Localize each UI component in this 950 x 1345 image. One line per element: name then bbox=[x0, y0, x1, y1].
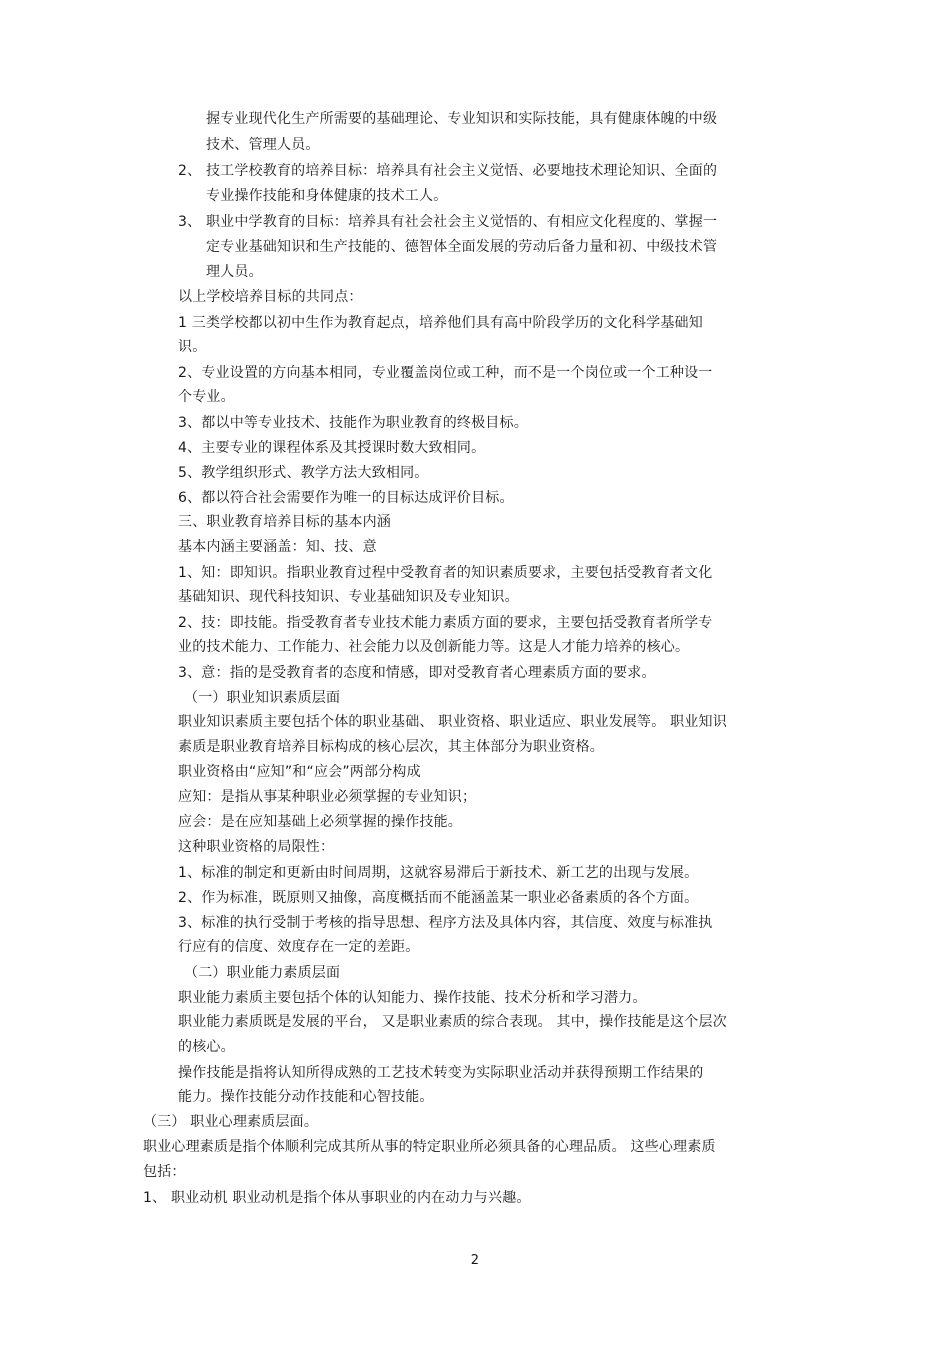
text-line: 操作技能是指将认知所得成熟的工艺技术转变为实际职业活动并获得预期工作结果的 bbox=[178, 1065, 704, 1081]
text-line: 技术、管理人员。 bbox=[206, 137, 320, 153]
text-line: 包括： bbox=[143, 1164, 186, 1180]
text-line: 1 三类学校都以初中生作为教育起点，培养他们具有高中阶段学历的文化科学基础知 bbox=[178, 315, 703, 331]
text-line: 2、 技工学校教育的培养目标：培养具有社会主义觉悟、必要地技术理论知识、全面的 bbox=[178, 163, 718, 179]
text-line: 应知：是指从事某种职业必须掌握的专业知识； bbox=[178, 789, 477, 805]
text-line: （一）职业知识素质层面 bbox=[184, 690, 341, 706]
text-line: 职业能力素质既是发展的平台， 又是职业素质的综合表现。 其中，操作技能是这个层次 bbox=[178, 1014, 727, 1030]
text-line: 能力。操作技能分动作技能和心智技能。 bbox=[178, 1089, 434, 1105]
text-line: 专业操作技能和身体健康的技术工人。 bbox=[206, 188, 448, 204]
text-line: 6、都以符合社会需要作为唯一的目标达成评价目标。 bbox=[178, 490, 514, 506]
text-line: 行应有的信度、效度存在一定的差距。 bbox=[178, 939, 420, 955]
text-line: 三、职业教育培养目标的基本内涵 bbox=[178, 514, 391, 530]
text-line: 职业资格由“应知”和“应会”两部分构成 bbox=[178, 764, 421, 780]
text-line: 个专业。 bbox=[178, 389, 235, 405]
text-line: 5、教学组织形式、教学方法大致相同。 bbox=[178, 465, 429, 481]
text-line: （三） 职业心理素质层面。 bbox=[143, 1114, 319, 1130]
text-line: （二）职业能力素质层面 bbox=[184, 965, 341, 981]
text-line: 3、标准的执行受制于考核的指导思想、程序方法及具体内容，其信度、效度与标准执 bbox=[178, 915, 713, 931]
text-line: 理人员。 bbox=[206, 264, 263, 280]
text-line: 职业心理素质是指个体顺利完成其所从事的特定职业所必须具备的心理品质。 这些心理素质 bbox=[143, 1139, 716, 1155]
text-line: 4、主要专业的课程体系及其授课时数大致相同。 bbox=[178, 440, 486, 456]
text-line: 2、作为标准，既原则又抽像，高度概括而不能涵盖某一职业必备素质的各个方面。 bbox=[178, 890, 699, 906]
text-line: 1、知：即知识。指职业教育过程中受教育者的知识素质要求，主要包括受教育者文化 bbox=[178, 565, 713, 581]
text-line: 3、意：指的是受教育者的态度和情感，即对受教育者心理素质方面的要求。 bbox=[178, 665, 656, 681]
text-line: 职业能力素质主要包括个体的认知能力、操作技能、技术分析和学习潜力。 bbox=[178, 990, 647, 1006]
text-line: 3、 职业中学教育的目标：培养具有社会社会主义觉悟的、有相应文化程度的、掌握一 bbox=[178, 214, 718, 230]
page-number: 2 bbox=[470, 1253, 480, 1268]
text-line: 握专业现代化生产所需要的基础理论、专业知识和实际技能，具有健康体魄的中级 bbox=[206, 111, 718, 127]
text-line: 1、 职业动机 职业动机是指个体从事职业的内在动力与兴趣。 bbox=[143, 1190, 531, 1206]
text-line: 识。 bbox=[178, 339, 207, 355]
text-line: 素质是职业教育培养目标构成的核心层次，其主体部分为职业资格。 bbox=[178, 739, 604, 755]
text-line: 这种职业资格的局限性： bbox=[178, 839, 335, 855]
text-line: 定专业基础知识和生产技能的、德智体全面发展的劳动后备力量和初、中级技术管 bbox=[206, 239, 718, 255]
text-line: 2、专业设置的方向基本相同，专业覆盖岗位或工种，而不是一个岗位或一个工种设一 bbox=[178, 365, 713, 381]
text-line: 的核心。 bbox=[178, 1039, 235, 1055]
text-line: 职业知识素质主要包括个体的职业基础、 职业资格、职业适应、职业发展等。 职业知识 bbox=[178, 714, 727, 730]
text-line: 以上学校培养目标的共同点： bbox=[178, 289, 363, 305]
text-line: 3、都以中等专业技术、技能作为职业教育的终极目标。 bbox=[178, 415, 528, 431]
text-line: 2、技：即技能。指受教育者专业技术能力素质方面的要求，主要包括受教育者所学专 bbox=[178, 615, 713, 631]
text-line: 基本内涵主要涵盖：知、技、意 bbox=[178, 539, 377, 555]
text-line: 应会：是在应知基础上必须掌握的操作技能。 bbox=[178, 814, 462, 830]
text-line: 业的技术能力、工作能力、社会能力以及创新能力等。这是人才能力培养的核心。 bbox=[178, 639, 690, 655]
text-line: 基础知识、现代科技知识、专业基础知识及专业知识。 bbox=[178, 589, 519, 605]
text-line: 1、标准的制定和更新由时间周期，这就容易滞后于新技术、新工艺的出现与发展。 bbox=[178, 865, 699, 881]
